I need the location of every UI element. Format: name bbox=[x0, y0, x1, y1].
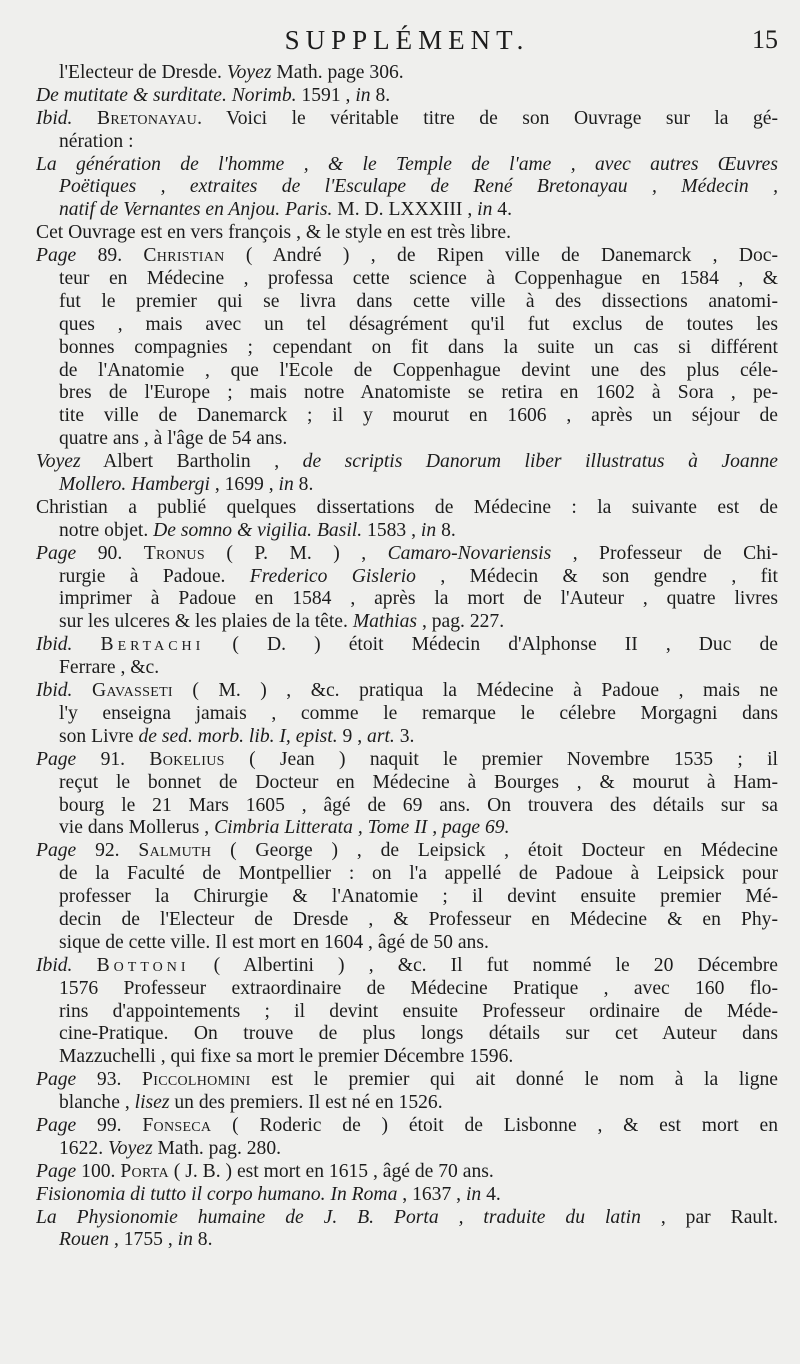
text-line bbox=[36, 1115, 778, 1138]
text-line bbox=[36, 978, 778, 1001]
text-line bbox=[36, 291, 778, 314]
text-run: cine-Pratique. On trouve de plus longs détails sur cet Auteur dans bbox=[59, 1023, 778, 1045]
text-run bbox=[72, 680, 92, 701]
text-run: Page bbox=[36, 1160, 77, 1182]
text-run: teur en Médecine , professa cette science à Coppenhague en 1584 , & bbox=[59, 268, 778, 290]
text-run: 8. bbox=[192, 1229, 213, 1251]
text-run: 1583 , bbox=[362, 519, 421, 541]
text-run: tite ville de Danemarck ; il y mourut en 1606 , après un séjour de bbox=[59, 405, 778, 427]
text-line bbox=[36, 749, 778, 772]
text-line bbox=[36, 840, 778, 863]
text-line bbox=[36, 955, 778, 978]
text-run: , par Rault. bbox=[640, 1206, 778, 1228]
text-run: in bbox=[420, 519, 437, 541]
text-line bbox=[36, 1229, 778, 1252]
text-run: Albert Bartholin , bbox=[80, 451, 303, 473]
text-run: Mollero. Hambergi bbox=[59, 474, 210, 496]
text-line bbox=[36, 222, 778, 245]
text-run: , 1699 , bbox=[209, 474, 279, 496]
text-run: Porta bbox=[120, 1160, 169, 1182]
text-line bbox=[36, 1001, 778, 1024]
text-line bbox=[36, 131, 778, 154]
text-run: , Médecin & son gendre , fit bbox=[415, 565, 778, 587]
text-run: ( M. ) , &c. pratiqua la Médecine à Padoue , mais ne bbox=[172, 680, 778, 702]
text-line bbox=[36, 726, 778, 749]
text-run: ( P. M. ) , bbox=[204, 542, 388, 564]
text-run: Voyez bbox=[107, 1137, 153, 1159]
text-run: Cimbria Litterata , Tome II , page 69. bbox=[214, 817, 510, 839]
text-line bbox=[36, 772, 778, 795]
text-run: 91. bbox=[76, 748, 150, 770]
text-line bbox=[36, 245, 778, 268]
text-run: sique de cette ville. Il est mort en 1604 , âgé de 50 ans. bbox=[59, 931, 489, 953]
text-line bbox=[36, 657, 778, 680]
text-run: . Voici le véritable titre de son Ouvrage sur la gé- bbox=[197, 107, 778, 129]
text-line bbox=[36, 1207, 778, 1230]
text-run: Voyez bbox=[226, 62, 272, 83]
text-run: 99. bbox=[76, 1114, 143, 1136]
text-run: est le premier qui ait donné le nom à la ligne bbox=[250, 1069, 778, 1091]
text-line bbox=[36, 337, 778, 360]
text-run: decin de l'Electeur de Dresde , & Professeur en Médecine & en Phy- bbox=[59, 908, 778, 930]
text-run: in bbox=[355, 84, 371, 106]
text-line bbox=[36, 405, 778, 428]
text-line bbox=[36, 588, 778, 611]
text-run: M. D. LXXXIII , bbox=[332, 199, 478, 221]
text-run: ( Albertini ) , &c. Il fut nommé le 20 Décembre bbox=[189, 954, 778, 976]
text-run: Math. page 306. bbox=[271, 62, 404, 83]
text-run: 89. bbox=[76, 245, 144, 267]
text-run: ( George ) , de Leipsick , étoit Docteur en Médecine bbox=[211, 840, 778, 862]
text-run: 1622. bbox=[59, 1137, 108, 1159]
text-run: bres de l'Europe ; mais notre Anatomiste se retira en 1602 à Sora , pe- bbox=[59, 382, 778, 404]
text-run: fut le premier qui se livra dans cette ville à des dissections anatomi- bbox=[59, 290, 778, 312]
text-run: rurgie à Padoue. bbox=[59, 565, 250, 587]
text-run: Gavasseti bbox=[91, 680, 173, 702]
text-run: Ibid. bbox=[36, 634, 73, 656]
text-run: ( J. B. ) est mort en 1615 , âgé de 70 ans. bbox=[168, 1160, 494, 1182]
text-run: Christian a publié quelques dissertations de Médecine : la suivante est de bbox=[36, 496, 778, 518]
text-line bbox=[36, 611, 778, 634]
text-run: 9 , bbox=[337, 725, 368, 747]
text-run: de scriptis Danorum liber illustratus à Joanne bbox=[302, 451, 778, 473]
text-run: un des premiers. Il est né en 1526. bbox=[169, 1092, 443, 1114]
text-run: Voyez bbox=[36, 451, 81, 473]
text-line bbox=[36, 1046, 778, 1069]
text-run: De somno & vigilia. Basil. bbox=[153, 519, 363, 541]
text-line bbox=[36, 176, 778, 199]
text-run: son Livre bbox=[59, 725, 139, 747]
text-run: 4. bbox=[492, 199, 512, 221]
text-run: Fonseca bbox=[142, 1114, 212, 1136]
text-line bbox=[36, 909, 778, 932]
text-run: Tronus bbox=[143, 542, 205, 564]
page-number: 15 bbox=[752, 25, 778, 54]
text-run: quatre ans , à l'âge de 54 ans. bbox=[59, 428, 288, 450]
text-run: notre objet. bbox=[59, 519, 154, 541]
text-run: Bretonayau bbox=[96, 107, 198, 129]
text-run: 3. bbox=[394, 725, 415, 747]
text-run: La génération de l'homme , & le Temple de l'ame , avec autres Œuvres bbox=[36, 153, 778, 175]
text-run: 1591 , bbox=[296, 84, 356, 106]
text-run: Ibid. bbox=[36, 680, 73, 702]
text-line bbox=[36, 566, 778, 589]
text-run: Fisionomia di tutto il corpo humano. In Roma bbox=[36, 1183, 398, 1205]
text-line bbox=[36, 1138, 778, 1161]
text-run: sur les ulceres & les plaies de la tête. bbox=[59, 611, 353, 633]
text-run: 90. bbox=[76, 542, 144, 564]
text-line bbox=[36, 703, 778, 726]
text-line bbox=[36, 1161, 778, 1184]
page-header bbox=[36, 20, 778, 60]
text-run: reçut le bonnet de Docteur en Médecine à Bourges , & mourut à Ham- bbox=[59, 771, 778, 793]
text-run: blanche , bbox=[59, 1092, 135, 1114]
text-run: Salmuth bbox=[138, 840, 212, 862]
text-run: in bbox=[465, 1183, 482, 1205]
text-run: Poëtiques , extraites de l'Esculape de René Bretonayau , Médecin , bbox=[59, 176, 778, 198]
text-run bbox=[72, 108, 97, 129]
text-line bbox=[36, 1069, 778, 1092]
text-line bbox=[36, 1184, 778, 1207]
text-run: nération : bbox=[59, 130, 134, 152]
text-run: imprimer à Padoue en 1584 , après la mort de l'Auteur , quatre livres bbox=[59, 588, 778, 610]
text-run: La Physionomie humaine de J. B. Porta , traduite du latin bbox=[36, 1206, 641, 1228]
text-run: rins d'appointements ; il devint ensuite Professeur ordinaire de Méde- bbox=[59, 1000, 778, 1022]
text-line bbox=[36, 154, 778, 177]
text-run: 100. bbox=[76, 1160, 121, 1182]
text-run: De mutitate & surditate. Norimb. bbox=[36, 84, 297, 106]
text-run: 92. bbox=[76, 840, 139, 862]
text-run: art. bbox=[367, 725, 395, 747]
text-run bbox=[72, 634, 100, 655]
text-line bbox=[36, 428, 778, 451]
text-run: , 1637 , bbox=[397, 1183, 466, 1205]
text-run: 4. bbox=[481, 1183, 501, 1205]
text-run: ques , mais avec un tel désagrément qu'il fut exclus de toutes les bbox=[59, 313, 778, 335]
text-run: Page bbox=[36, 840, 77, 862]
text-run bbox=[72, 955, 96, 976]
text-line bbox=[36, 863, 778, 886]
text-run: Bottoni bbox=[96, 954, 190, 976]
text-run: Bokelius bbox=[149, 748, 225, 770]
text-line bbox=[36, 360, 778, 383]
text-line bbox=[36, 62, 778, 85]
text-line bbox=[36, 314, 778, 337]
text-line bbox=[36, 497, 778, 520]
text-line bbox=[36, 199, 778, 222]
text-run: Mazzuchelli , qui fixe sa mort le premier Décembre 1596. bbox=[59, 1046, 514, 1068]
text-line bbox=[36, 268, 778, 291]
text-line bbox=[36, 85, 778, 108]
text-run: ( D. ) étoit Médecin d'Alphonse II , Duc de bbox=[204, 634, 778, 656]
text-line bbox=[36, 817, 778, 840]
text-run: ( Roderic de ) étoit de Lisbonne , & est mort en bbox=[211, 1114, 778, 1136]
text-run: , 1755 , bbox=[109, 1229, 178, 1251]
text-run: Mathias bbox=[352, 611, 418, 633]
text-run: 8. bbox=[370, 84, 391, 106]
text-run: 8. bbox=[436, 519, 456, 541]
text-run: Frederico Gislerio bbox=[249, 565, 416, 587]
text-run: in bbox=[477, 199, 493, 221]
text-run: ( André ) , de Ripen ville de Danemarck , Doc- bbox=[224, 245, 778, 267]
text-run: Camaro-Novariensis bbox=[387, 542, 552, 564]
text-line bbox=[36, 680, 778, 703]
text-run: Christian bbox=[143, 245, 225, 267]
text-run: 93. bbox=[76, 1069, 143, 1091]
text-run: natif de Vernantes en Anjou. Paris. bbox=[59, 199, 333, 221]
text-line bbox=[36, 1023, 778, 1046]
text-run: Page bbox=[36, 748, 77, 770]
text-run: l'y enseigna jamais , comme le remarque le célebre Morgagni dans bbox=[59, 702, 778, 724]
text-run: l'Electeur de Dresde. bbox=[59, 62, 227, 83]
text-run: Ibid. bbox=[36, 954, 73, 976]
text-run: bonnes compagnies ; cependant on fit dans la suite un cas si différent bbox=[59, 336, 778, 358]
text-run: , pag. 227. bbox=[417, 611, 505, 633]
text-run: de l'Anatomie , que l'Ecole de Coppenhague devint une des plus céle- bbox=[59, 359, 778, 381]
text-run: Ferrare , &c. bbox=[59, 657, 160, 679]
text-run: , Professeur de Chi- bbox=[551, 542, 778, 564]
text-run: de la Faculté de Montpellier : on l'a appellé de Padoue à Leipsick pour bbox=[59, 863, 778, 885]
text-run: Math. pag. 280. bbox=[152, 1137, 282, 1159]
text-line bbox=[36, 382, 778, 405]
page-body bbox=[36, 62, 778, 1252]
text-run: Page bbox=[36, 1069, 77, 1091]
text-run: de sed. morb. lib. I, epist. bbox=[138, 725, 338, 747]
text-run: Page bbox=[36, 1114, 77, 1136]
text-line bbox=[36, 108, 778, 131]
text-run: ( Jean ) naquit le premier Novembre 1535 ; il bbox=[224, 748, 778, 770]
text-line bbox=[36, 1092, 778, 1115]
text-line bbox=[36, 520, 778, 543]
text-line bbox=[36, 451, 778, 474]
text-line bbox=[36, 932, 778, 955]
text-run: professer la Chirurgie & l'Anatomie ; il devint ensuite premier Mé- bbox=[59, 886, 778, 908]
text-run: lisez bbox=[134, 1092, 170, 1114]
text-run: 1576 Professeur extraordinaire de Médecine Pratique , avec 160 flo- bbox=[59, 977, 778, 999]
text-run: bourg le 21 Mars 1605 , âgé de 69 ans. On trouvera des détails sur sa bbox=[59, 794, 778, 816]
running-title: SUPPLÉMENT. bbox=[284, 25, 530, 55]
text-line bbox=[36, 886, 778, 909]
text-run: Ibid. bbox=[36, 107, 73, 129]
text-run: Page bbox=[36, 542, 77, 564]
text-line bbox=[36, 543, 778, 566]
text-line bbox=[36, 795, 778, 818]
text-run: vie dans Mollerus , bbox=[59, 817, 215, 839]
text-run: Cet Ouvrage est en vers françois , & le style en est très libre. bbox=[36, 222, 511, 244]
text-run: in bbox=[278, 474, 294, 496]
text-run: 8. bbox=[293, 474, 314, 496]
text-run: in bbox=[177, 1229, 193, 1251]
text-run: Rouen bbox=[59, 1229, 110, 1251]
text-run: Page bbox=[36, 245, 77, 267]
text-run: Bertachi bbox=[100, 634, 205, 656]
text-line bbox=[36, 634, 778, 657]
text-line bbox=[36, 474, 778, 497]
text-run: Piccolhomini bbox=[142, 1069, 251, 1091]
